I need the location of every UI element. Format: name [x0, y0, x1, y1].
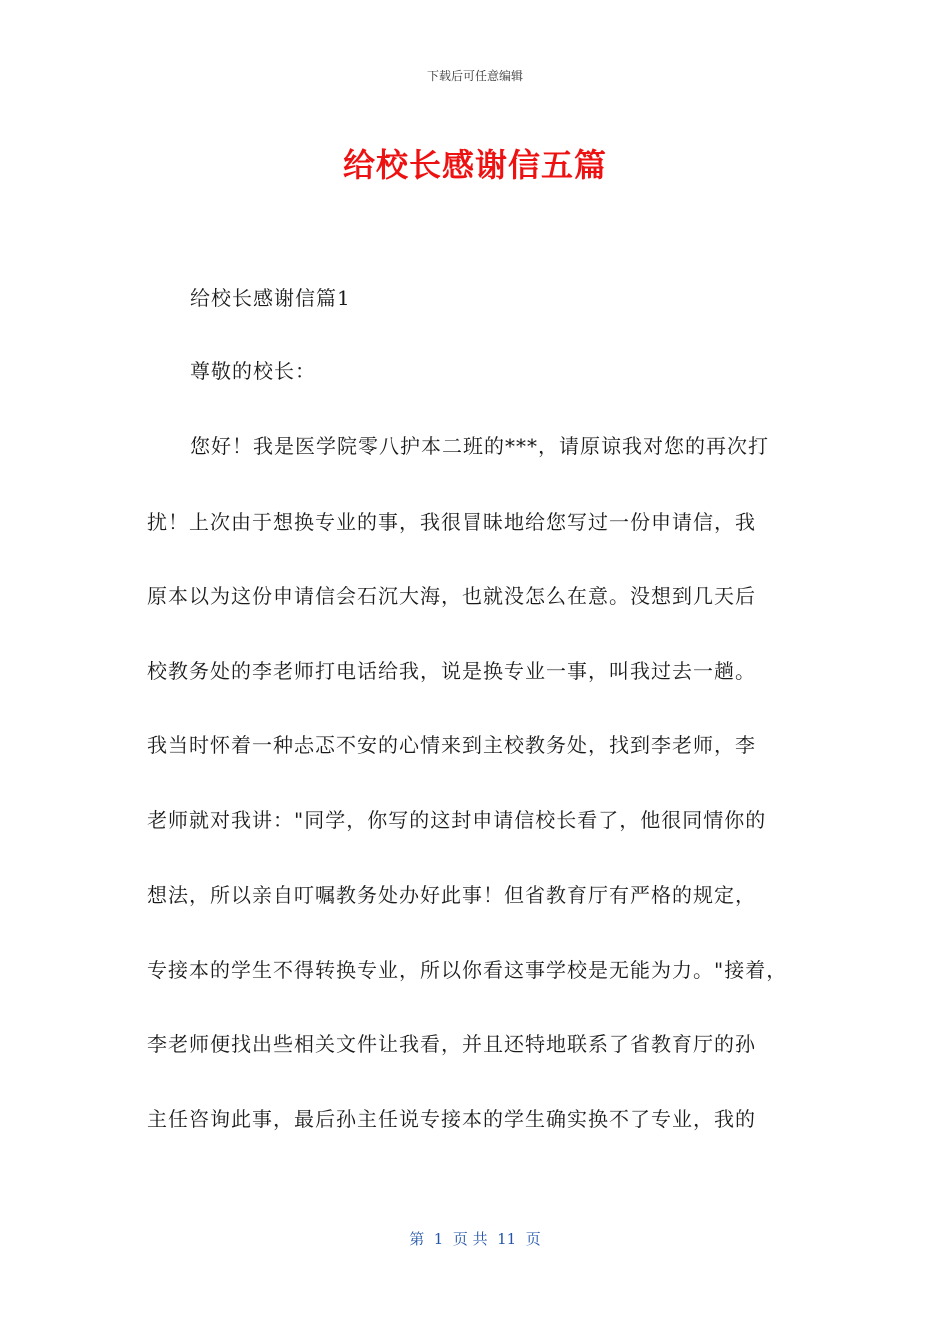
document-title: 给校长感谢信五篇: [342, 146, 607, 184]
paragraph-line: 原本以为这份申请信会石沉大海，也就没怎么在意。没想到几天后: [147, 584, 756, 608]
page-number-footer: 第 1 页 共 11 页: [409, 1230, 541, 1248]
paragraph-line: 李老师便找出些相关文件让我看，并且还特地联系了省教育厅的孙: [147, 1032, 756, 1056]
salutation: 尊敬的校长：: [190, 359, 316, 383]
paragraph-line: 我当时怀着一种忐忑不安的心情来到主校教务处，找到李老师，李: [147, 733, 756, 757]
section-heading: 给校长感谢信篇1: [190, 286, 351, 310]
paragraph-line: 老师就对我讲："同学，你写的这封申请信校长看了，他很同情你的: [147, 808, 767, 832]
header-note: 下载后可任意编辑: [426, 69, 523, 83]
paragraph-line: 您好！我是医学院零八护本二班的***，请原谅我对您的再次打: [190, 434, 769, 458]
paragraph-line: 主任咨询此事，最后孙主任说专接本的学生确实换不了专业，我的: [147, 1107, 756, 1131]
paragraph-line: 想法，所以亲自叮嘱教务处办好此事！但省教育厅有严格的规定，: [147, 883, 756, 907]
paragraph-line: 校教务处的李老师打电话给我，说是换专业一事，叫我过去一趟。: [147, 659, 756, 683]
paragraph-line: 专接本的学生不得转换专业，所以你看这事学校是无能为力。"接着，: [147, 958, 788, 982]
paragraph-line: 扰！上次由于想换专业的事，我很冒昧地给您写过一份申请信，我: [147, 510, 756, 534]
